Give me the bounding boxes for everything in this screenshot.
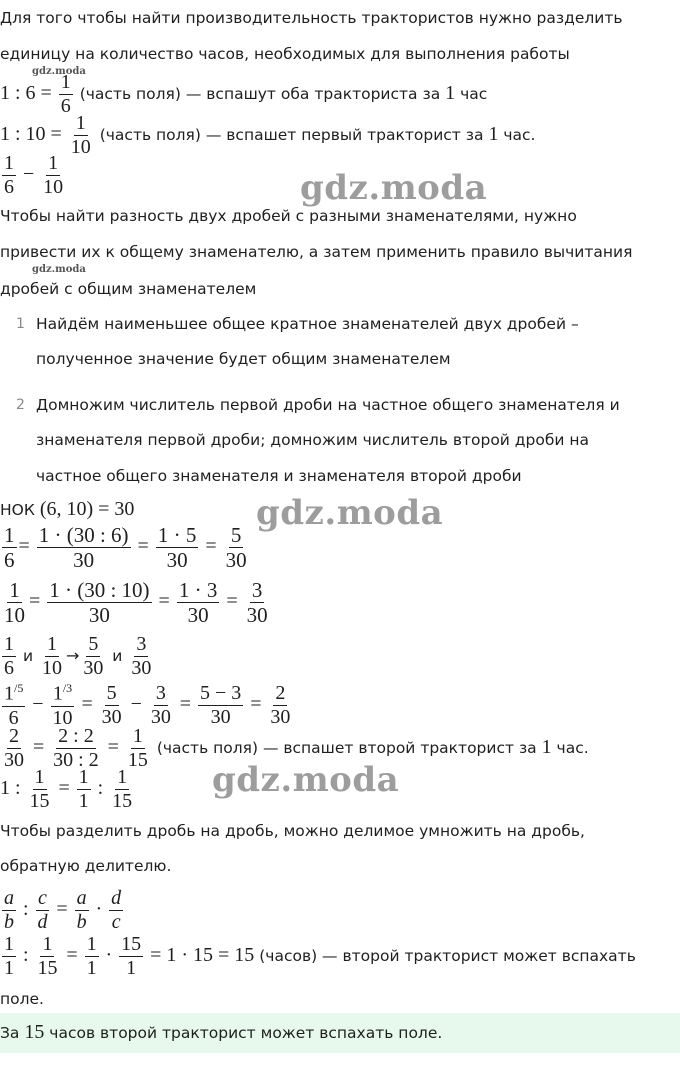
intro-line-2: единицу на количество часов, необходимых для выполнения работы (0, 45, 570, 63)
final-equation: $\frac{1}{1}$ : $\frac{1}{15}$ = $\frac{1}{1}$ · $\frac{15}{1}$ = 1 · 15 = 15 (часов) — второй тракторист может вспахать (4, 933, 636, 979)
equation-2: 1 : 10 = $\frac{1}{10}$ (часть поля) — вспашет первый тракторист за 1 час. (0, 112, 536, 158)
step-2-line-1: Домножим числитель первой дроби на частное общего знаменателя и (36, 396, 620, 414)
arrow-icon: → (65, 646, 80, 665)
step-1-line-2: полученное значение будет общим знаменателем (36, 350, 451, 368)
watermark: gdz.moda (300, 168, 488, 208)
conversion-1: $\frac{1}{6}$ = $\frac{1 \cdot (30 : 6)}{30}$ = $\frac{1 \cdot 5}{30}$ = $\frac{5}{30}$ (4, 523, 247, 573)
nok-line: НОК (6, 10) = 30 (0, 498, 135, 520)
final-equation-tail: поле. (0, 990, 44, 1008)
rule-line-3: дробей с общим знаменателем (0, 280, 257, 298)
div-rule-line-1: Чтобы разделить дробь на дробь, можно делимое умножить на дробь, (0, 822, 585, 840)
intro-line-1: Для того чтобы найти производительность трактористов нужно разделить (0, 9, 623, 27)
step-1-line-1: Найдём наименьшее общее кратное знаменателей двух дробей – (36, 315, 579, 333)
fraction-pairs: $\frac{1}{6}$ и $\frac{1}{10}$ → $\frac{5}{30}$ и $\frac{3}{30}$ (4, 633, 152, 679)
equation-1: 1 : 6 = $\frac{1}{6}$ (часть поля) — вспашут оба тракториста за 1 час (0, 71, 488, 117)
watermark-small: gdz.moda (32, 66, 86, 77)
general-formula: $\frac{a}{b}$ : $\frac{c}{d}$ = $\frac{a}{b}$ · $\frac{d}{c}$ (4, 887, 122, 933)
reduction: $\frac{2}{30}$ = $\frac{2 : 2}{30 : 2}$ = $\frac{1}{15}$ (часть поля) — вспашет второй тракторист за 1 час. (4, 725, 589, 771)
watermark: gdz.moda (212, 760, 400, 800)
rule-line-1: Чтобы найти разность двух дробей с разными знаменателями, нужно (0, 207, 577, 225)
watermark-small: gdz.moda (32, 264, 86, 275)
step-2-line-3: частное общего знаменателя и знаменателя второй дроби (36, 467, 522, 485)
fraction-difference: $\frac{1}{6}$ − $\frac{1}{10}$ (4, 152, 64, 198)
rule-line-2: привести их к общему знаменателю, а затем применить правило вычитания (0, 243, 633, 261)
div-rule-line-2: обратную делителю. (0, 857, 172, 875)
subtraction: $\frac{1^{/5}}{6}$ − $\frac{1^{/3}}{10}$ = $\frac{5}{30}$ − $\frac{3}{30}$ = $\frac{5 - 3}{30}$ = $\frac{2}{30}$ (4, 681, 291, 729)
conversion-2: $\frac{1}{10}$ = $\frac{1 \cdot (30 : 10)}{30}$ = $\frac{1 \cdot 3}{30}$ = $\frac{3}{30}$ (4, 578, 268, 628)
step-number: 2 (16, 397, 25, 413)
division: 1 : $\frac{1}{15}$ = $\frac{1}{1}$ : $\frac{1}{15}$ (0, 766, 133, 812)
watermark: gdz.moda (256, 493, 444, 533)
step-number: 1 (16, 316, 25, 332)
step-2-line-2: знаменателя первой дроби; домножим числитель второй дроби на (36, 431, 590, 449)
answer: За 15 часов второй тракторист может вспахать поле. (0, 1021, 443, 1043)
